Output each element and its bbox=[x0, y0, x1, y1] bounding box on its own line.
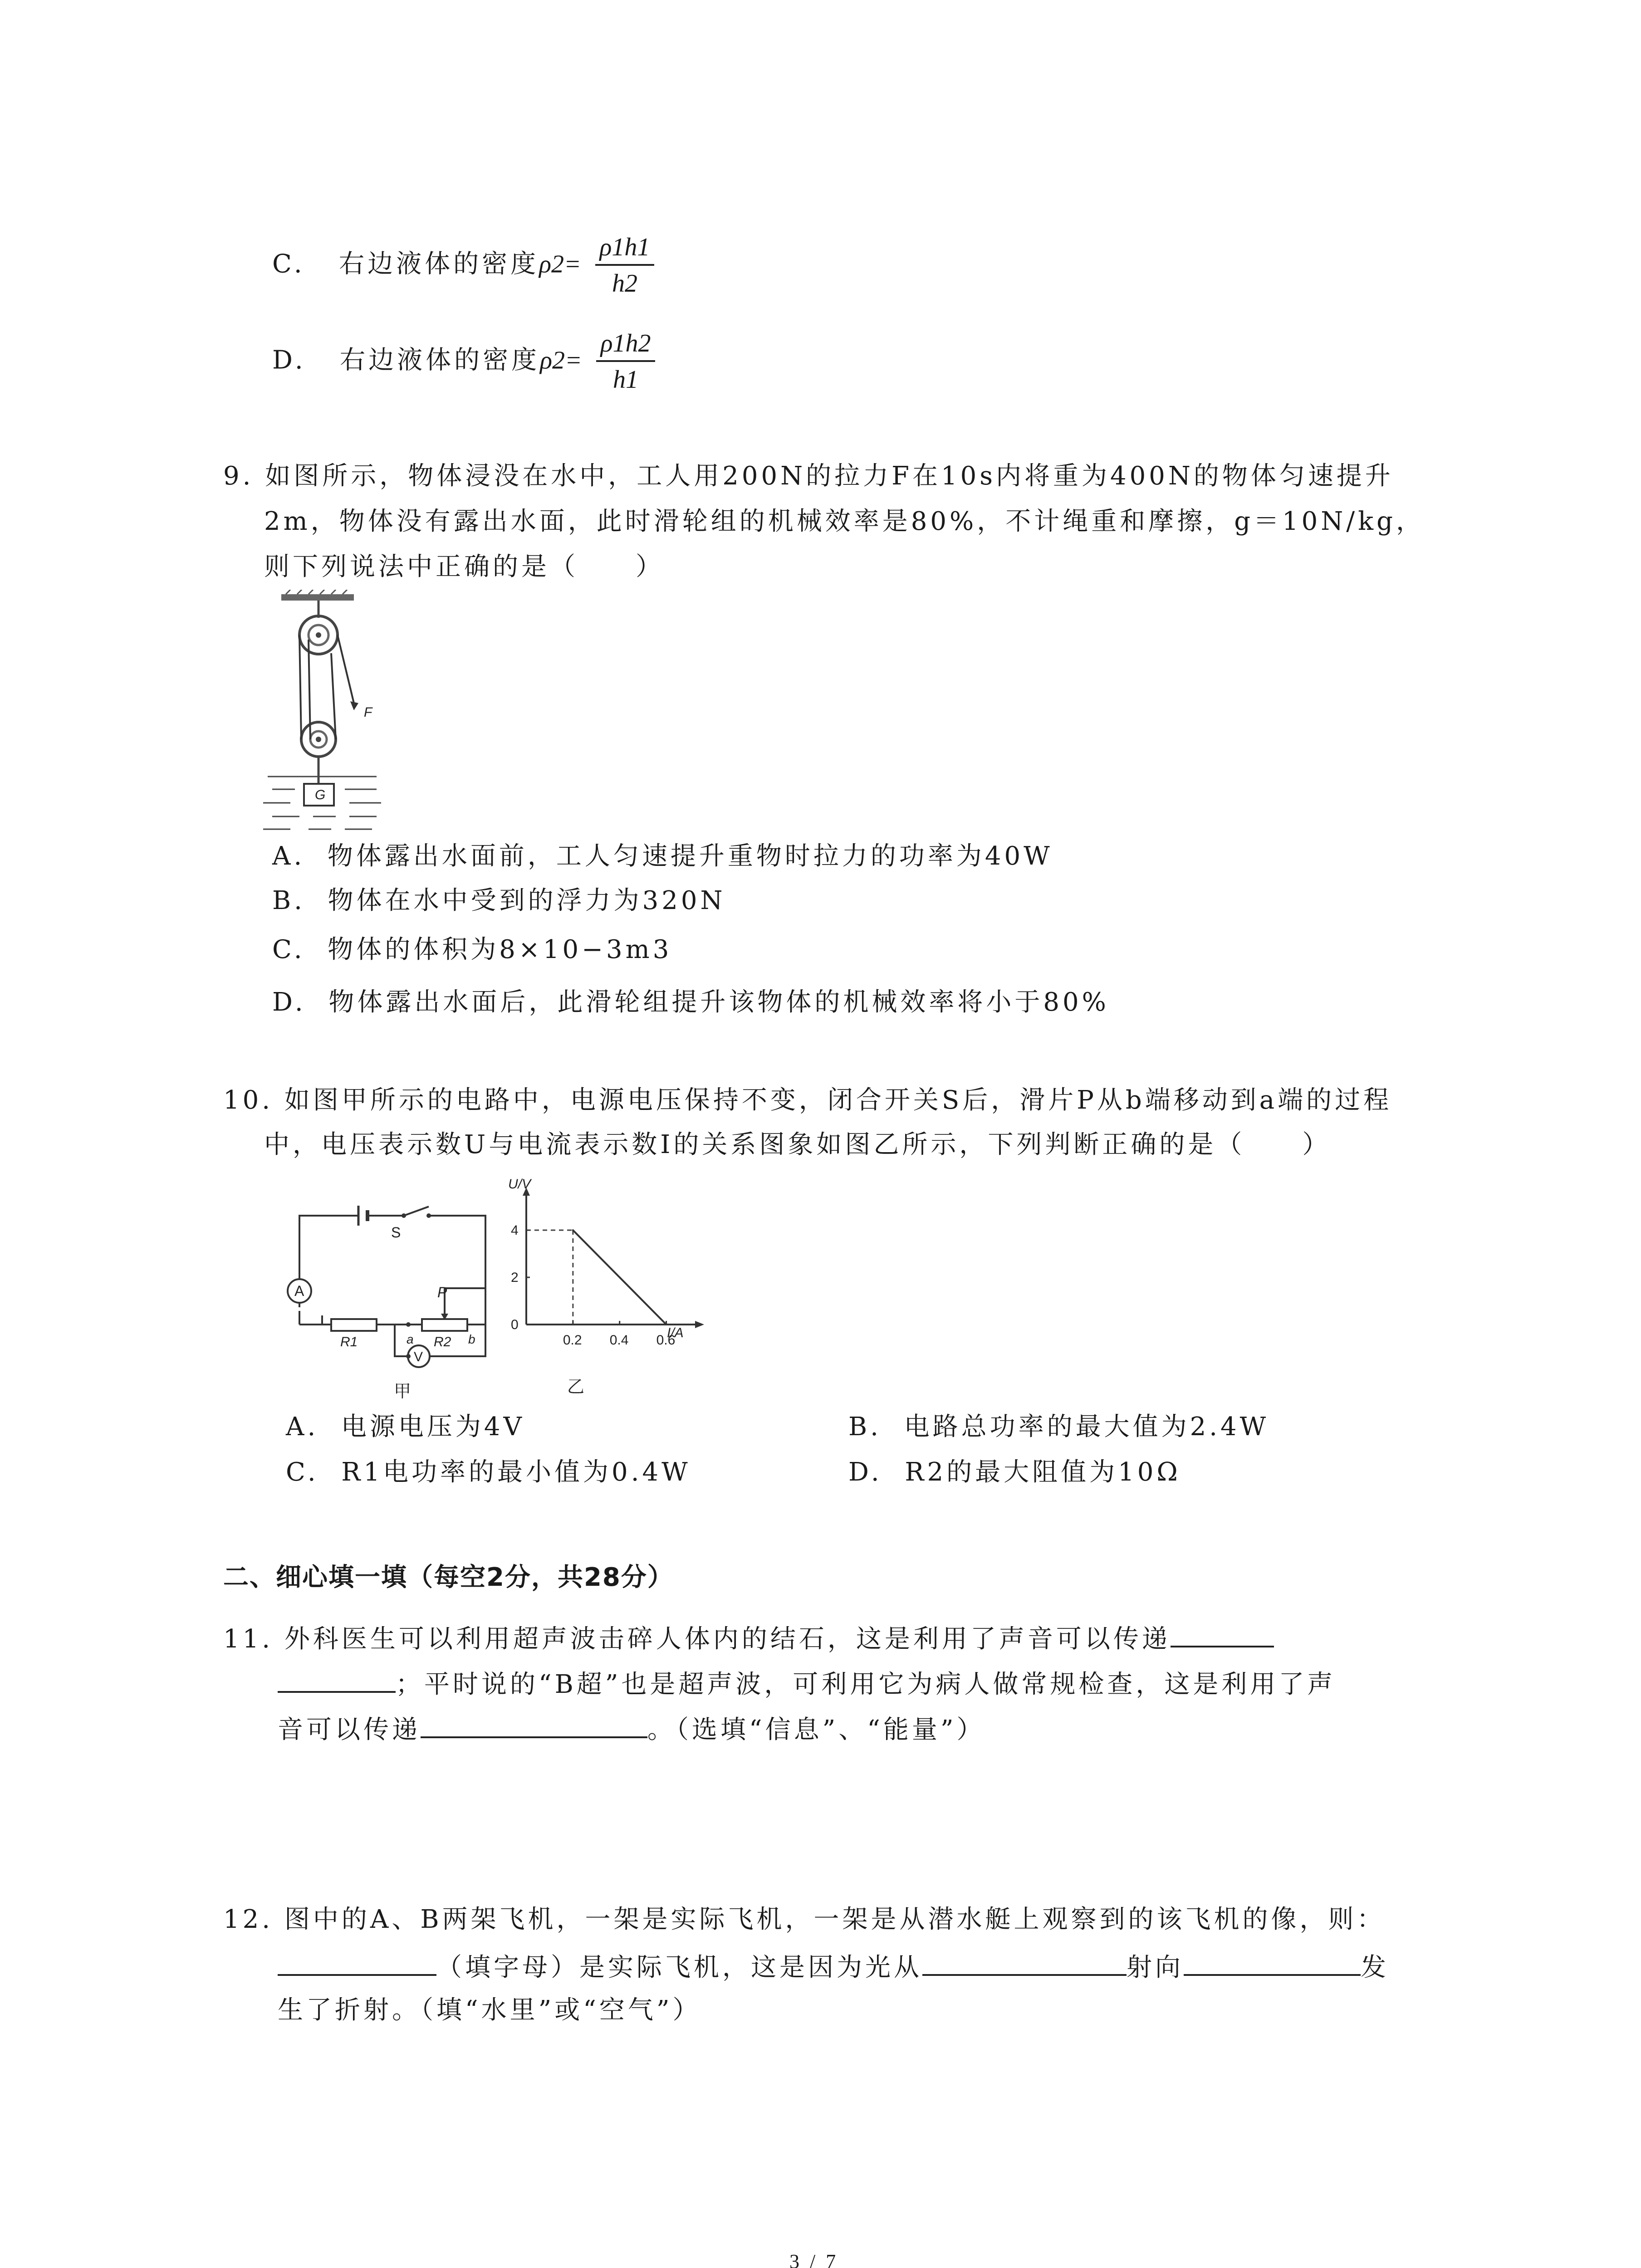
answer-blank[interactable] bbox=[922, 1947, 1127, 1976]
q8-option-d: D. 右边液体的密度ρ2= $\frac{\rho 1h2}{h1}$ bbox=[272, 327, 655, 397]
q9-option-d: D. 物体露出水面后，此滑轮组提升该物体的机械效率将小于80% bbox=[272, 987, 1109, 1017]
q10-stem-line2: 中，电压表示数U与电流表示数I的关系图象如图乙所示，下列判断正确的是（ ） bbox=[264, 1130, 1331, 1159]
q10-option-c: C. R1电功率的最小值为0.4W bbox=[286, 1457, 691, 1487]
q12-line2: （填字母）是实际飞机，这是因为光从 射向 发 bbox=[278, 1947, 1389, 1986]
pulley-diagram bbox=[263, 590, 399, 835]
q9-stem-line2: 2m，物体没有露出水面，此时滑轮组的机械效率是80%，不计绳重和摩擦，g＝10N/kg， bbox=[264, 507, 1425, 536]
answer-blank[interactable] bbox=[421, 1709, 647, 1738]
force-label: F bbox=[364, 705, 372, 720]
q9-option-b: B. 物体在水中受到的浮力为320N bbox=[272, 886, 726, 915]
x-tick-label: 0.4 bbox=[609, 1333, 629, 1348]
answer-blank[interactable] bbox=[278, 1947, 436, 1976]
r2-label: R2 bbox=[434, 1334, 451, 1349]
q10-option-a: A. 电源电压为4V bbox=[286, 1412, 525, 1442]
circuit-diagram bbox=[272, 1188, 499, 1406]
q10-option-b: B. 电路总功率的最大值为2.4W bbox=[848, 1412, 1269, 1442]
u-i-graph bbox=[499, 1170, 708, 1397]
r1-label: R1 bbox=[340, 1334, 358, 1349]
data-point bbox=[572, 1229, 574, 1231]
y-tick-label: 2 bbox=[511, 1270, 519, 1285]
answer-blank[interactable] bbox=[1184, 1947, 1361, 1976]
fraction: $\frac{\rho 1h1}{h2}$ bbox=[595, 230, 655, 301]
y-axis-label: U/V bbox=[508, 1177, 531, 1192]
q8-option-c: C. 右边液体的密度ρ2= $\frac{\rho 1h1}{h2}$ bbox=[272, 230, 654, 301]
force-arrow-icon bbox=[350, 701, 358, 710]
q9-option-c: C. 物体的体积为8×10−3m3 bbox=[272, 935, 672, 964]
section-heading: 二、细心填一填（每空2分，共28分） bbox=[223, 1563, 674, 1592]
graph-caption: 乙 bbox=[567, 1378, 585, 1397]
end-b-label: b bbox=[468, 1332, 475, 1346]
circuit-caption: 甲 bbox=[394, 1382, 411, 1401]
answer-blank[interactable] bbox=[1171, 1618, 1274, 1647]
q9-stem-line1: 9. 如图所示，物体浸没在水中，工人用200N的拉力F在10s内将重为400N的物体匀速提升 bbox=[223, 461, 1394, 491]
q11-line3: 音可以传递 。（选填“信息”、“能量”） bbox=[278, 1709, 985, 1748]
y-tick-label: 0 bbox=[511, 1317, 519, 1332]
data-line bbox=[573, 1230, 666, 1325]
fraction: $\frac{\rho 1h2}{h1}$ bbox=[596, 327, 656, 397]
x-axis-arrow-icon bbox=[695, 1321, 704, 1328]
q10-option-d: D. R2的最大阻值为10Ω bbox=[848, 1457, 1181, 1487]
y-tick-label: 4 bbox=[511, 1223, 519, 1238]
x-axis-label: I/A bbox=[667, 1325, 684, 1340]
switch-label: S bbox=[391, 1224, 401, 1241]
end-a-label: a bbox=[407, 1332, 414, 1346]
svg-text:A: A bbox=[294, 1283, 304, 1299]
q12-line3: 生了折射。（填“水里”或“空气”） bbox=[278, 1995, 701, 2025]
q12-line1: 12. 图中的A、B两架飞机，一架是实际飞机，一架是从潜水艇上观察到的该飞机的像，则： bbox=[223, 1905, 1386, 1934]
q9-option-a: A. 物体露出水面前，工人匀速提升重物时拉力的功率为40W bbox=[272, 841, 1053, 871]
q11-line2: ；平时说的“B超”也是超声波，可利用它为病人做常规检查，这是利用了声 bbox=[278, 1664, 1336, 1703]
svg-text:V: V bbox=[414, 1349, 423, 1364]
weight-label: G bbox=[315, 787, 326, 802]
x-tick-label: 0.2 bbox=[563, 1333, 582, 1348]
x-tick-label: 0.6 bbox=[656, 1333, 676, 1348]
q10-stem-line1: 10. 如图甲所示的电路中，电源电压保持不变，闭合开关S后，滑片P从b端移动到a端的过程 bbox=[223, 1085, 1392, 1115]
answer-blank[interactable] bbox=[278, 1664, 396, 1693]
q11-line1: 11. 外科医生可以利用超声波击碎人体内的结石，这是利用了声音可以传递 bbox=[223, 1618, 1274, 1657]
page-number: 3 / 7 bbox=[789, 2250, 839, 2268]
q9-stem-line3: 则下列说法中正确的是（ ） bbox=[264, 552, 664, 582]
slider-label: P bbox=[437, 1284, 447, 1300]
